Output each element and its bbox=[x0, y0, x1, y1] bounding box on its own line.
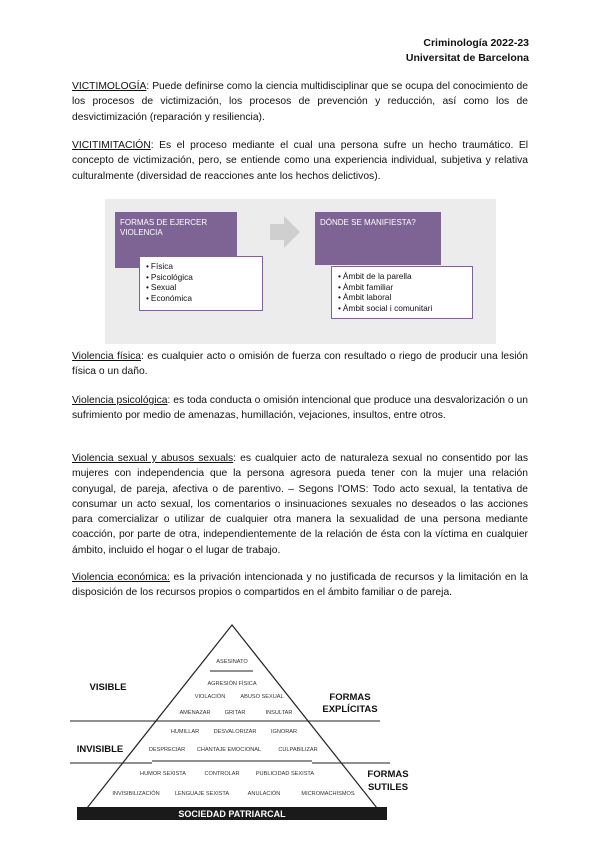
violencia-fisica-text: : es cualquier acto o omisión de fuerza con resultado o riego de producir una lesión física o un daño. bbox=[72, 351, 528, 378]
violencia-economica-term: Violencia económica: bbox=[72, 572, 170, 583]
right-arrow-icon bbox=[270, 216, 300, 248]
violencia-psicologica-term: Violencia psicológica bbox=[72, 395, 168, 406]
violencia-fisica-term: Violencia física bbox=[72, 351, 141, 362]
invisible-label: INVISIBLE bbox=[76, 744, 124, 755]
forms-list-box bbox=[139, 256, 263, 311]
forms-title: FORMAS DE EJERCER VIOLENCIA bbox=[120, 218, 208, 237]
pyramid-item: ASESINATO bbox=[216, 659, 248, 665]
base-label: SOCIEDAD PATRIARCAL bbox=[178, 809, 286, 819]
violencia-fisica-paragraph bbox=[72, 349, 528, 380]
pyramid-item: LENGUAJE SEXISTA bbox=[174, 791, 230, 797]
pyramid-item: INSULTAR bbox=[265, 710, 293, 716]
pyramid-item: INVISIBILIZACIÓN bbox=[112, 791, 160, 797]
violencia-economica-paragraph bbox=[72, 570, 528, 601]
forms-item: • Psicológica bbox=[146, 272, 256, 283]
manifest-item: • Àmbit laboral bbox=[338, 292, 466, 303]
forms-item: • Económica bbox=[146, 293, 256, 304]
pyramid-item: VIOLACIÓN bbox=[194, 694, 226, 700]
visible-label: VISIBLE bbox=[89, 682, 127, 693]
victimologia-text: : Puede definirse como la ciencia multidisciplinar que se ocupa del conocimiento de los procesos de victimización, los procesos de prevención y reducción, así como los de desvictimización (reparación y resiliencia). bbox=[72, 81, 528, 123]
formas-sutiles-label-1: FORMAS bbox=[367, 769, 409, 780]
course-title: Criminología 2022-23 bbox=[423, 37, 529, 49]
pyramid-item: CHANTAJE EMOCIONAL bbox=[196, 747, 262, 753]
pyramid-item: IGNORAR bbox=[270, 729, 298, 735]
pyramid-item: CULPABILIZAR bbox=[278, 747, 318, 753]
manifest-title-box bbox=[315, 212, 441, 265]
manifest-item: • Àmbit de la parella bbox=[338, 271, 466, 282]
formas-sutiles-label-2: SUTILES bbox=[367, 782, 409, 793]
manifest-item: • Àmbit familiar bbox=[338, 282, 466, 293]
violencia-sexual-term: Violencia sexual y abusos sexuals bbox=[72, 453, 234, 464]
manifest-title: DÓNDE SE MANIFIESTA? bbox=[320, 218, 416, 227]
victimizacion-paragraph bbox=[72, 138, 528, 184]
forms-item: • Sexual bbox=[146, 282, 256, 293]
university-name: Universitat de Barcelona bbox=[405, 52, 529, 64]
pyramid-item: PUBLICIDAD SEXISTA bbox=[255, 771, 315, 777]
formas-explicitas-label-1: FORMAS bbox=[329, 692, 371, 703]
pyramid-item: ABUSO SEXUAL bbox=[240, 694, 284, 700]
violencia-sexual-text: : es cualquier acto de naturaleza sexual no consentido por las mujeres con independencia que la persona agresora pueda tener con la mujer una relación conyugal, de pareja, afectiva o de parentivo. – Segons l'OMS: Todo acto sexual, la tentativa de consumar un acto sexual, los comentarios o insinuaciones sexuales no deseados o las acciones para comercializar o utilizar de cualquier otra manera la sexualidad de una persona mediante coacción, por parte de otra, independientemente de la relación de ésta con la víctima en cualquier ámbito, incluido el hogar o el lugar de trabajo. bbox=[72, 453, 528, 556]
violence-forms-diagram bbox=[105, 199, 496, 344]
victimizacion-term: VICITIMITACIÓN bbox=[72, 140, 151, 151]
page-header bbox=[406, 36, 529, 66]
violencia-psicologica-paragraph bbox=[72, 393, 528, 424]
pyramid-item: GRITAR bbox=[224, 710, 246, 716]
pyramid-item: HUMILLAR bbox=[170, 729, 200, 735]
victimologia-paragraph bbox=[72, 79, 528, 125]
pyramid-item: ANULACIÓN bbox=[247, 791, 281, 797]
violence-pyramid bbox=[70, 620, 460, 825]
pyramid-outline bbox=[87, 625, 377, 808]
pyramid-item: AMENAZAR bbox=[179, 710, 211, 716]
manifest-list-box bbox=[331, 266, 473, 319]
pyramid-item: DESVALORIZAR bbox=[213, 729, 257, 735]
pyramid-item: MICROMACHISMOS bbox=[301, 791, 355, 797]
violencia-sexual-paragraph bbox=[72, 451, 528, 558]
pyramid-item: CONTROLAR bbox=[204, 771, 240, 777]
victimologia-term: VICTIMOLOGÍA bbox=[72, 81, 147, 92]
violencia-psicologica-text: : es toda conducta o omisión intencional que produce una desvalorización o un sufrimiento por medio de amenazas, humillación, vejaciones, insultos, entre otros. bbox=[72, 395, 529, 422]
manifest-item: • Àmbit social i comunitari bbox=[338, 303, 466, 314]
pyramid-item: AGRESIÓN FÍSICA bbox=[207, 681, 257, 687]
victimizacion-text: : Es el proceso mediante el cual una persona sufre un hecho traumático. El concepto de victimización, pero, se entiende como una experiencia individual, subjetiva y relativa culturalmente (diversidad de reacciones ante los hechos delictivos). bbox=[72, 140, 528, 182]
violencia-economica-text: es la privación intencionada y no justificada de recursos y la limitación en la disposición de los recursos propios o compartidos en el ámbito familiar o de pareja. bbox=[72, 572, 528, 599]
pyramid-item: DESPRECIAR bbox=[148, 747, 186, 753]
pyramid-item: HUMOR SEXISTA bbox=[140, 771, 186, 777]
formas-explicitas-label-2: EXPLÍCITAS bbox=[322, 704, 378, 715]
forms-item: • Física bbox=[146, 261, 256, 272]
